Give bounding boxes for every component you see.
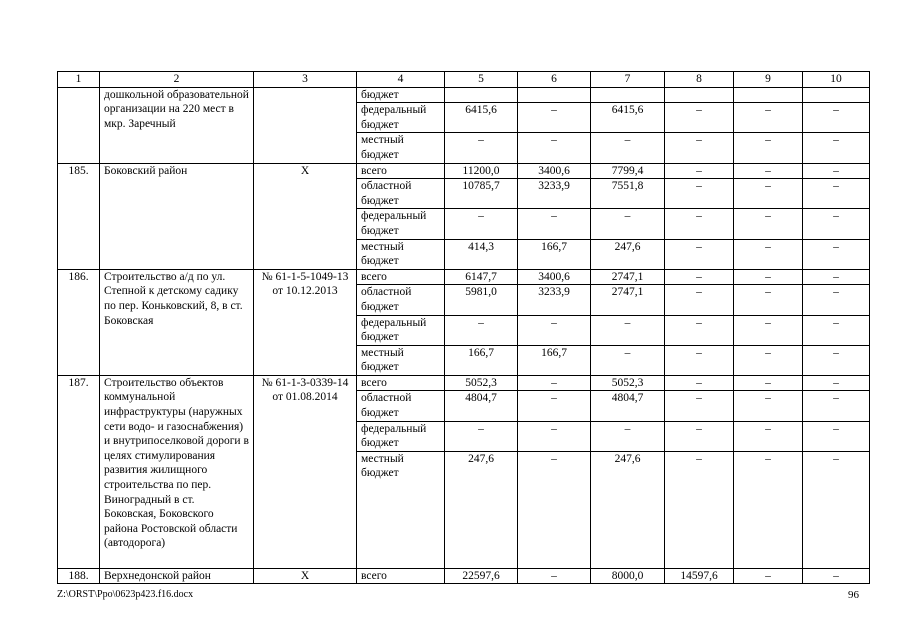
value-cell: – <box>665 103 734 133</box>
value-cell: – <box>734 239 803 269</box>
value-cell: – <box>803 568 870 584</box>
value-cell: 166,7 <box>518 239 591 269</box>
budget-type: местный бюджет <box>357 239 445 269</box>
value-cell: 7551,8 <box>591 179 665 209</box>
value-cell: – <box>803 133 870 163</box>
budget-type: федеральный бюджет <box>357 315 445 345</box>
footer-file-path: Z:\ORST\Ppo\0623p423.f16.docx <box>57 589 194 600</box>
table-row <box>58 269 870 285</box>
object-name: Строительство объектов коммунальной инфраструктуры (наружных сети водо- и газоснабжения) и внутрипоселковой дороги в целях стимулирования развития жилищного строительства по пер. Виноградный в ст. Боковская, Боковского района Ростовской области (автодорога) <box>100 375 254 568</box>
value-cell: – <box>665 315 734 345</box>
value-cell <box>803 87 870 103</box>
object-name: Верхнедонской район <box>100 568 254 584</box>
value-cell: – <box>445 421 518 451</box>
value-cell: – <box>518 391 591 421</box>
value-cell: – <box>518 421 591 451</box>
row-number <box>58 87 100 163</box>
value-cell: – <box>518 103 591 133</box>
budget-type: местный бюджет <box>357 451 445 568</box>
value-cell <box>665 87 734 103</box>
budget-type: федеральный бюджет <box>357 421 445 451</box>
value-cell: – <box>665 269 734 285</box>
value-cell: – <box>803 163 870 179</box>
value-cell: 8000,0 <box>591 568 665 584</box>
value-cell: – <box>734 269 803 285</box>
col-header: 1 <box>58 72 100 88</box>
value-cell: 3233,9 <box>518 179 591 209</box>
row-number: 188. <box>58 568 100 584</box>
value-cell <box>445 87 518 103</box>
value-cell: – <box>445 315 518 345</box>
value-cell: – <box>734 285 803 315</box>
value-cell: 3233,9 <box>518 285 591 315</box>
value-cell: – <box>803 269 870 285</box>
budget-type: всего <box>357 375 445 391</box>
document-ref: Х <box>254 163 357 269</box>
value-cell: – <box>665 209 734 239</box>
value-cell: – <box>665 163 734 179</box>
value-cell: – <box>803 285 870 315</box>
value-cell: – <box>734 345 803 375</box>
value-cell: 247,6 <box>591 239 665 269</box>
value-cell: 3400,6 <box>518 269 591 285</box>
budget-type: всего <box>357 269 445 285</box>
value-cell: – <box>734 103 803 133</box>
value-cell: 6415,6 <box>445 103 518 133</box>
row-number: 186. <box>58 269 100 375</box>
budget-type: областной бюджет <box>357 391 445 421</box>
value-cell <box>734 87 803 103</box>
value-cell: 247,6 <box>591 451 665 568</box>
value-cell: – <box>518 451 591 568</box>
value-cell: – <box>665 239 734 269</box>
value-cell: – <box>734 568 803 584</box>
value-cell: – <box>803 345 870 375</box>
value-cell: – <box>591 209 665 239</box>
value-cell: 414,3 <box>445 239 518 269</box>
value-cell: – <box>518 133 591 163</box>
object-name: Строительство а/д по ул. Степной к детскому садику по пер. Коньковский, 8, в ст. Боковская <box>100 269 254 375</box>
value-cell: – <box>665 179 734 209</box>
value-cell <box>518 87 591 103</box>
budget-type: всего <box>357 163 445 179</box>
value-cell: 10785,7 <box>445 179 518 209</box>
value-cell: 3400,6 <box>518 163 591 179</box>
budget-type: областной бюджет <box>357 179 445 209</box>
col-header: 9 <box>734 72 803 88</box>
value-cell: – <box>803 209 870 239</box>
value-cell: – <box>518 568 591 584</box>
value-cell: 2747,1 <box>591 285 665 315</box>
value-cell: 6415,6 <box>591 103 665 133</box>
budget-type: местный бюджет <box>357 133 445 163</box>
value-cell: 6147,7 <box>445 269 518 285</box>
object-name: Боковский район <box>100 163 254 269</box>
value-cell: – <box>734 421 803 451</box>
value-cell: – <box>665 421 734 451</box>
value-cell: – <box>518 375 591 391</box>
value-cell: – <box>445 133 518 163</box>
value-cell: 5052,3 <box>591 375 665 391</box>
value-cell: 4804,7 <box>445 391 518 421</box>
document-ref: Х <box>254 568 357 584</box>
budget-type: областной бюджет <box>357 285 445 315</box>
value-cell: – <box>445 209 518 239</box>
budget-type: всего <box>357 568 445 584</box>
value-cell: – <box>734 315 803 345</box>
value-cell: 5981,0 <box>445 285 518 315</box>
value-cell: 22597,6 <box>445 568 518 584</box>
value-cell: 2747,1 <box>591 269 665 285</box>
col-header: 10 <box>803 72 870 88</box>
value-cell: – <box>803 391 870 421</box>
value-cell: – <box>665 345 734 375</box>
value-cell: – <box>734 163 803 179</box>
table-row <box>58 163 870 179</box>
row-number: 185. <box>58 163 100 269</box>
col-header: 5 <box>445 72 518 88</box>
document-ref: № 61-1-3-0339-14 от 01.08.2014 <box>254 375 357 568</box>
value-cell: – <box>734 375 803 391</box>
value-cell: 7799,4 <box>591 163 665 179</box>
budget-table <box>57 71 870 584</box>
col-header: 2 <box>100 72 254 88</box>
value-cell: – <box>734 391 803 421</box>
col-header: 6 <box>518 72 591 88</box>
value-cell: 5052,3 <box>445 375 518 391</box>
value-cell: – <box>803 375 870 391</box>
value-cell: – <box>591 421 665 451</box>
value-cell <box>591 87 665 103</box>
value-cell: – <box>803 451 870 568</box>
value-cell: – <box>665 451 734 568</box>
table-row <box>58 375 870 391</box>
document-ref: № 61-1-5-1049-13 от 10.12.2013 <box>254 269 357 375</box>
budget-type: местный бюджет <box>357 345 445 375</box>
value-cell: – <box>734 209 803 239</box>
value-cell: – <box>803 315 870 345</box>
value-cell: 247,6 <box>445 451 518 568</box>
col-header: 8 <box>665 72 734 88</box>
value-cell: – <box>803 179 870 209</box>
value-cell: – <box>803 103 870 133</box>
object-name: дошкольной образовательной организации на 220 мест в мкр. Заречный <box>100 87 254 163</box>
value-cell: 11200,0 <box>445 163 518 179</box>
value-cell: – <box>518 209 591 239</box>
value-cell: – <box>665 391 734 421</box>
value-cell: – <box>665 375 734 391</box>
value-cell: – <box>734 133 803 163</box>
page-number: 96 <box>848 589 859 601</box>
value-cell: – <box>591 315 665 345</box>
value-cell: – <box>665 285 734 315</box>
table-row <box>58 568 870 584</box>
value-cell: – <box>518 315 591 345</box>
value-cell: – <box>803 421 870 451</box>
value-cell: 14597,6 <box>665 568 734 584</box>
value-cell: – <box>734 179 803 209</box>
budget-type: федеральный бюджет <box>357 103 445 133</box>
header-row <box>58 72 870 88</box>
value-cell: – <box>803 239 870 269</box>
col-header: 4 <box>357 72 445 88</box>
col-header: 3 <box>254 72 357 88</box>
document-ref <box>254 87 357 163</box>
table-row <box>58 87 870 103</box>
value-cell: 166,7 <box>518 345 591 375</box>
value-cell: 4804,7 <box>591 391 665 421</box>
budget-type: федеральный бюджет <box>357 209 445 239</box>
budget-type: бюджет <box>357 87 445 103</box>
col-header: 7 <box>591 72 665 88</box>
row-number: 187. <box>58 375 100 568</box>
value-cell: 166,7 <box>445 345 518 375</box>
value-cell: – <box>591 345 665 375</box>
value-cell: – <box>665 133 734 163</box>
value-cell: – <box>591 133 665 163</box>
value-cell: – <box>734 451 803 568</box>
